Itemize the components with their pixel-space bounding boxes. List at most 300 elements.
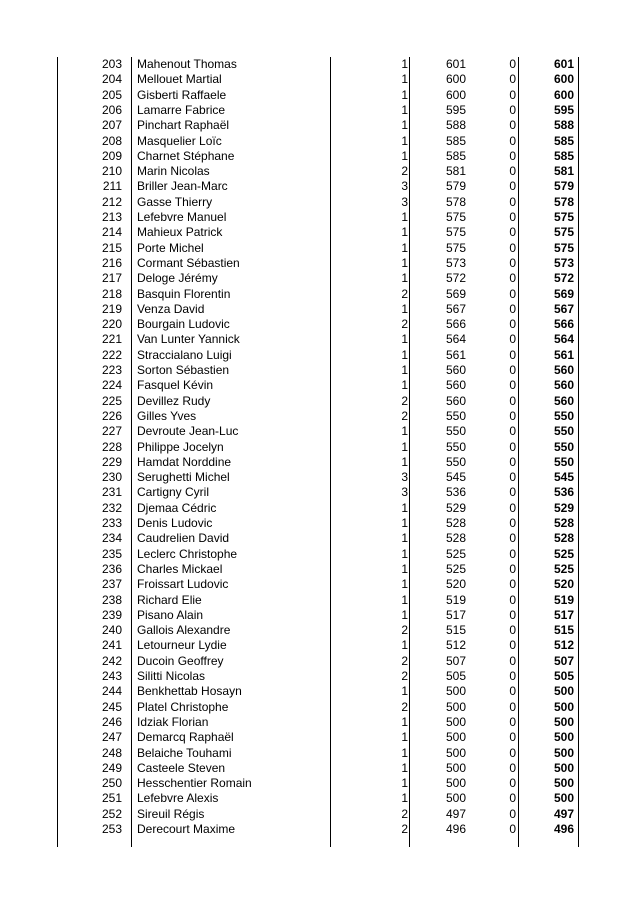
- rank-cell: 230: [101, 470, 122, 485]
- count-cell: 1: [401, 561, 408, 576]
- rank-cell: 236: [101, 561, 122, 576]
- name-cell: Hesschentier Romain: [137, 776, 252, 791]
- table-row: [0, 134, 638, 149]
- rank-cell: 233: [101, 516, 122, 530]
- total-cell: 550: [553, 408, 574, 423]
- rank-cell: 253: [101, 822, 122, 836]
- name-cell: Froissart Ludovic: [137, 577, 229, 592]
- count-cell: 2: [401, 623, 408, 638]
- name-cell: Gasse Thierry: [137, 194, 213, 209]
- count-cell: 1: [401, 730, 408, 745]
- bonus-cell: 0: [509, 791, 516, 806]
- rank-cell: 234: [101, 531, 122, 546]
- rank-cell: 228: [101, 439, 122, 454]
- table-row: [0, 562, 638, 577]
- points-cell: 517: [445, 607, 466, 622]
- rank-cell: 249: [101, 760, 122, 775]
- bonus-cell: 0: [509, 638, 516, 653]
- total-cell: 500: [553, 760, 574, 775]
- total-cell: 529: [553, 500, 574, 515]
- total-cell: 600: [553, 72, 574, 87]
- total-cell: 500: [553, 699, 574, 714]
- name-cell: Platel Christophe: [137, 699, 229, 714]
- rank-cell: 244: [101, 684, 122, 699]
- count-cell: 2: [401, 653, 408, 668]
- points-cell: 567: [445, 301, 466, 316]
- bonus-cell: 0: [509, 408, 516, 423]
- table-row: [0, 241, 638, 256]
- name-cell: Gisberti Raffaele: [137, 87, 227, 102]
- name-cell: Idziak Florian: [137, 714, 209, 729]
- points-cell: 550: [445, 408, 466, 423]
- points-cell: 601: [445, 57, 466, 71]
- name-cell: Richard Elie: [137, 592, 202, 607]
- rank-cell: 248: [101, 745, 122, 760]
- table-row: [0, 761, 638, 776]
- bonus-cell: 0: [509, 561, 516, 576]
- points-cell: 519: [445, 592, 466, 607]
- total-cell: 566: [553, 317, 574, 332]
- total-cell: 497: [553, 806, 574, 821]
- bonus-cell: 0: [509, 286, 516, 301]
- rank-cell: 205: [101, 87, 122, 102]
- table-row: [0, 256, 638, 271]
- rank-cell: 229: [101, 454, 122, 469]
- total-cell: 512: [553, 638, 574, 653]
- rank-cell: 220: [101, 317, 122, 332]
- count-cell: 2: [401, 806, 408, 821]
- name-cell: Lefebvre Manuel: [137, 210, 227, 224]
- total-cell: 528: [553, 516, 574, 530]
- count-cell: 1: [401, 531, 408, 546]
- rank-cell: 204: [101, 72, 122, 87]
- count-cell: 1: [401, 378, 408, 393]
- table-row: [0, 455, 638, 470]
- rank-cell: 240: [101, 623, 122, 638]
- count-cell: 1: [401, 72, 408, 87]
- table-row: [0, 149, 638, 164]
- total-cell: 564: [553, 332, 574, 347]
- bonus-cell: 0: [509, 485, 516, 500]
- bonus-cell: 0: [509, 347, 516, 362]
- points-cell: 500: [445, 714, 466, 729]
- count-cell: 1: [401, 607, 408, 622]
- bonus-cell: 0: [509, 684, 516, 699]
- rank-cell: 212: [101, 194, 122, 209]
- count-cell: 3: [401, 194, 408, 209]
- count-cell: 1: [401, 500, 408, 515]
- table-row: [0, 164, 638, 179]
- total-cell: 588: [553, 118, 574, 133]
- bonus-cell: 0: [509, 531, 516, 546]
- points-cell: 550: [445, 439, 466, 454]
- table-row: [0, 776, 638, 791]
- points-cell: 564: [445, 332, 466, 347]
- rank-cell: 239: [101, 607, 122, 622]
- count-cell: 2: [401, 393, 408, 408]
- name-cell: Briller Jean-Marc: [137, 179, 228, 194]
- count-cell: 1: [401, 57, 408, 71]
- total-cell: 575: [553, 240, 574, 255]
- name-cell: Philippe Jocelyn: [137, 439, 224, 454]
- name-cell: Serughetti Michel: [137, 470, 230, 485]
- table-row: [0, 57, 638, 72]
- total-cell: 550: [553, 439, 574, 454]
- bonus-cell: 0: [509, 393, 516, 408]
- total-cell: 500: [553, 730, 574, 745]
- count-cell: 1: [401, 454, 408, 469]
- total-cell: 567: [553, 301, 574, 316]
- points-cell: 500: [445, 745, 466, 760]
- table-row: [0, 730, 638, 745]
- count-cell: 2: [401, 822, 408, 836]
- total-cell: 560: [553, 378, 574, 393]
- bonus-cell: 0: [509, 500, 516, 515]
- bonus-cell: 0: [509, 669, 516, 683]
- bonus-cell: 0: [509, 332, 516, 347]
- name-cell: Djemaa Cédric: [137, 500, 217, 515]
- name-cell: Derecourt Maxime: [137, 822, 236, 836]
- bonus-cell: 0: [509, 255, 516, 270]
- points-cell: 585: [445, 133, 466, 148]
- bonus-cell: 0: [509, 623, 516, 638]
- name-cell: Leclerc Christophe: [137, 546, 238, 561]
- rank-cell: 241: [101, 638, 122, 653]
- table-row: [0, 363, 638, 378]
- total-cell: 550: [553, 424, 574, 439]
- name-cell: Caudrelien David: [137, 531, 230, 546]
- total-cell: 507: [553, 653, 574, 668]
- count-cell: 2: [401, 408, 408, 423]
- count-cell: 1: [401, 225, 408, 240]
- bonus-cell: 0: [509, 516, 516, 530]
- rank-cell: 222: [101, 347, 122, 362]
- points-cell: 545: [445, 470, 466, 485]
- bonus-cell: 0: [509, 210, 516, 224]
- table-row: [0, 103, 638, 118]
- points-cell: 505: [445, 669, 466, 683]
- rank-cell: 216: [101, 255, 122, 270]
- total-cell: 569: [553, 286, 574, 301]
- table-row: [0, 409, 638, 424]
- name-cell: Bourgain Ludovic: [137, 317, 230, 332]
- table-row: [0, 378, 638, 393]
- name-cell: Lamarre Fabrice: [137, 102, 226, 117]
- rank-cell: 231: [101, 485, 122, 500]
- bonus-cell: 0: [509, 592, 516, 607]
- table-row: [0, 791, 638, 806]
- count-cell: 2: [401, 164, 408, 179]
- count-cell: 1: [401, 592, 408, 607]
- rank-cell: 243: [101, 669, 122, 683]
- bonus-cell: 0: [509, 87, 516, 102]
- bonus-cell: 0: [509, 653, 516, 668]
- count-cell: 1: [401, 760, 408, 775]
- total-cell: 600: [553, 87, 574, 102]
- table-row: [0, 547, 638, 562]
- points-cell: 500: [445, 776, 466, 791]
- bonus-cell: 0: [509, 57, 516, 71]
- count-cell: 1: [401, 210, 408, 224]
- total-cell: 525: [553, 561, 574, 576]
- points-cell: 575: [445, 240, 466, 255]
- total-cell: 575: [553, 210, 574, 224]
- count-cell: 1: [401, 255, 408, 270]
- points-cell: 515: [445, 623, 466, 638]
- points-cell: 569: [445, 286, 466, 301]
- points-cell: 581: [445, 164, 466, 179]
- total-cell: 496: [553, 822, 574, 836]
- name-cell: Mahenout Thomas: [137, 57, 237, 71]
- name-cell: Demarcq Raphaël: [137, 730, 234, 745]
- total-cell: 578: [553, 194, 574, 209]
- table-row: [0, 654, 638, 669]
- rank-cell: 210: [101, 164, 122, 179]
- points-cell: 595: [445, 102, 466, 117]
- points-cell: 500: [445, 730, 466, 745]
- rank-cell: 235: [101, 546, 122, 561]
- total-cell: 601: [553, 57, 574, 71]
- total-cell: 585: [553, 133, 574, 148]
- table-row: [0, 118, 638, 133]
- name-cell: Basquin Florentin: [137, 286, 231, 301]
- rank-cell: 251: [101, 791, 122, 806]
- table-row: [0, 348, 638, 363]
- count-cell: 1: [401, 271, 408, 286]
- count-cell: 1: [401, 745, 408, 760]
- name-cell: Silitti Nicolas: [137, 669, 206, 683]
- points-cell: 529: [445, 500, 466, 515]
- name-cell: Sorton Sébastien: [137, 363, 230, 377]
- rank-cell: 214: [101, 225, 122, 240]
- total-cell: 520: [553, 577, 574, 592]
- bonus-cell: 0: [509, 164, 516, 179]
- bonus-cell: 0: [509, 240, 516, 255]
- rank-cell: 208: [101, 133, 122, 148]
- rank-cell: 226: [101, 408, 122, 423]
- table-row: [0, 225, 638, 240]
- rank-cell: 227: [101, 424, 122, 439]
- name-cell: Belaiche Touhami: [137, 745, 232, 760]
- bonus-cell: 0: [509, 118, 516, 133]
- count-cell: 3: [401, 470, 408, 485]
- total-cell: 505: [553, 669, 574, 683]
- bonus-cell: 0: [509, 806, 516, 821]
- rank-cell: 224: [101, 378, 122, 393]
- count-cell: 1: [401, 363, 408, 377]
- table-row: [0, 210, 638, 225]
- table-row: [0, 271, 638, 286]
- points-cell: 512: [445, 638, 466, 653]
- count-cell: 3: [401, 485, 408, 500]
- total-cell: 581: [553, 164, 574, 179]
- count-cell: 1: [401, 347, 408, 362]
- bonus-cell: 0: [509, 822, 516, 836]
- name-cell: Benkhettab Hosayn: [137, 684, 242, 699]
- bonus-cell: 0: [509, 301, 516, 316]
- table-row: [0, 72, 638, 87]
- table-row: [0, 302, 638, 317]
- points-cell: 528: [445, 516, 466, 530]
- name-cell: Fasquel Kévin: [137, 378, 214, 393]
- points-cell: 578: [445, 194, 466, 209]
- bonus-cell: 0: [509, 454, 516, 469]
- total-cell: 561: [553, 347, 574, 362]
- total-cell: 519: [553, 592, 574, 607]
- name-cell: Pinchart Raphaël: [137, 118, 230, 133]
- count-cell: 1: [401, 776, 408, 791]
- rank-cell: 223: [101, 363, 122, 377]
- rank-cell: 207: [101, 118, 122, 133]
- total-cell: 579: [553, 179, 574, 194]
- name-cell: Deloge Jérémy: [137, 271, 218, 286]
- count-cell: 1: [401, 118, 408, 133]
- table-row: [0, 195, 638, 210]
- bonus-cell: 0: [509, 546, 516, 561]
- bonus-cell: 0: [509, 102, 516, 117]
- points-cell: 550: [445, 454, 466, 469]
- points-cell: 525: [445, 561, 466, 576]
- rank-cell: 218: [101, 286, 122, 301]
- count-cell: 1: [401, 546, 408, 561]
- points-cell: 600: [445, 72, 466, 87]
- points-cell: 575: [445, 210, 466, 224]
- table-row: [0, 608, 638, 623]
- count-cell: 1: [401, 684, 408, 699]
- name-cell: Mellouet Martial: [137, 72, 222, 87]
- table-row: [0, 807, 638, 822]
- table-row: [0, 179, 638, 194]
- table-row: [0, 394, 638, 409]
- count-cell: 2: [401, 669, 408, 683]
- table-row: [0, 669, 638, 684]
- points-cell: 600: [445, 87, 466, 102]
- bonus-cell: 0: [509, 439, 516, 454]
- bonus-cell: 0: [509, 133, 516, 148]
- bonus-cell: 0: [509, 760, 516, 775]
- name-cell: Marin Nicolas: [137, 164, 210, 179]
- points-cell: 500: [445, 760, 466, 775]
- total-cell: 572: [553, 271, 574, 286]
- points-cell: 573: [445, 255, 466, 270]
- bonus-cell: 0: [509, 714, 516, 729]
- table-row: [0, 623, 638, 638]
- points-cell: 500: [445, 791, 466, 806]
- count-cell: 1: [401, 638, 408, 653]
- bonus-cell: 0: [509, 271, 516, 286]
- points-cell: 585: [445, 148, 466, 163]
- name-cell: Letourneur Lydie: [137, 638, 227, 653]
- count-cell: 1: [401, 87, 408, 102]
- count-cell: 1: [401, 332, 408, 347]
- rank-cell: 209: [101, 148, 122, 163]
- rank-cell: 219: [101, 301, 122, 316]
- points-cell: 566: [445, 317, 466, 332]
- points-cell: 497: [445, 806, 466, 821]
- name-cell: Cartigny Cyril: [137, 485, 210, 500]
- points-cell: 528: [445, 531, 466, 546]
- rank-cell: 250: [101, 776, 122, 791]
- total-cell: 500: [553, 791, 574, 806]
- bonus-cell: 0: [509, 730, 516, 745]
- name-cell: Mahieux Patrick: [137, 225, 223, 240]
- points-cell: 560: [445, 363, 466, 377]
- table-row: [0, 88, 638, 103]
- bonus-cell: 0: [509, 363, 516, 377]
- table-row: [0, 440, 638, 455]
- points-cell: 575: [445, 225, 466, 240]
- rank-cell: 211: [102, 179, 122, 194]
- name-cell: Lefebvre Alexis: [137, 791, 219, 806]
- bonus-cell: 0: [509, 317, 516, 332]
- total-cell: 528: [553, 531, 574, 546]
- total-cell: 545: [553, 470, 574, 485]
- name-cell: Venza David: [137, 301, 205, 316]
- rank-cell: 221: [101, 332, 122, 347]
- name-cell: Casteele Steven: [137, 760, 226, 775]
- count-cell: 1: [401, 791, 408, 806]
- bonus-cell: 0: [509, 179, 516, 194]
- bonus-cell: 0: [509, 607, 516, 622]
- name-cell: Gilles Yves: [137, 408, 197, 423]
- rank-cell: 242: [101, 653, 122, 668]
- total-cell: 515: [553, 623, 574, 638]
- points-cell: 500: [445, 684, 466, 699]
- table-row: [0, 485, 638, 500]
- total-cell: 500: [553, 745, 574, 760]
- bonus-cell: 0: [509, 745, 516, 760]
- table-row: [0, 317, 638, 332]
- table-row: [0, 531, 638, 546]
- points-cell: 561: [445, 347, 466, 362]
- points-cell: 572: [445, 271, 466, 286]
- name-cell: Straccialano Luigi: [137, 347, 232, 362]
- name-cell: Devillez Rudy: [137, 393, 211, 408]
- points-cell: 550: [445, 424, 466, 439]
- total-cell: 560: [553, 363, 574, 377]
- count-cell: 1: [401, 516, 408, 530]
- rank-cell: 247: [101, 730, 122, 745]
- count-cell: 1: [401, 133, 408, 148]
- name-cell: Ducoin Geoffrey: [137, 653, 224, 668]
- count-cell: 1: [401, 439, 408, 454]
- count-cell: 3: [401, 179, 408, 194]
- count-cell: 2: [401, 317, 408, 332]
- name-cell: Pisano Alain: [137, 607, 204, 622]
- table-row: [0, 287, 638, 302]
- total-cell: 500: [553, 776, 574, 791]
- name-cell: Porte Michel: [137, 240, 204, 255]
- table-row: [0, 332, 638, 347]
- rank-cell: 217: [101, 271, 122, 286]
- bonus-cell: 0: [509, 776, 516, 791]
- name-cell: Masquelier Loïc: [137, 133, 222, 148]
- points-cell: 560: [445, 393, 466, 408]
- table-row: [0, 516, 638, 531]
- bonus-cell: 0: [509, 225, 516, 240]
- count-cell: 1: [401, 301, 408, 316]
- total-cell: 573: [553, 255, 574, 270]
- table-row: [0, 822, 638, 837]
- rank-cell: 206: [101, 102, 122, 117]
- total-cell: 517: [553, 607, 574, 622]
- table-row: [0, 593, 638, 608]
- count-cell: 2: [401, 699, 408, 714]
- rank-cell: 246: [101, 714, 122, 729]
- count-cell: 1: [401, 148, 408, 163]
- points-cell: 496: [445, 822, 466, 836]
- bonus-cell: 0: [509, 148, 516, 163]
